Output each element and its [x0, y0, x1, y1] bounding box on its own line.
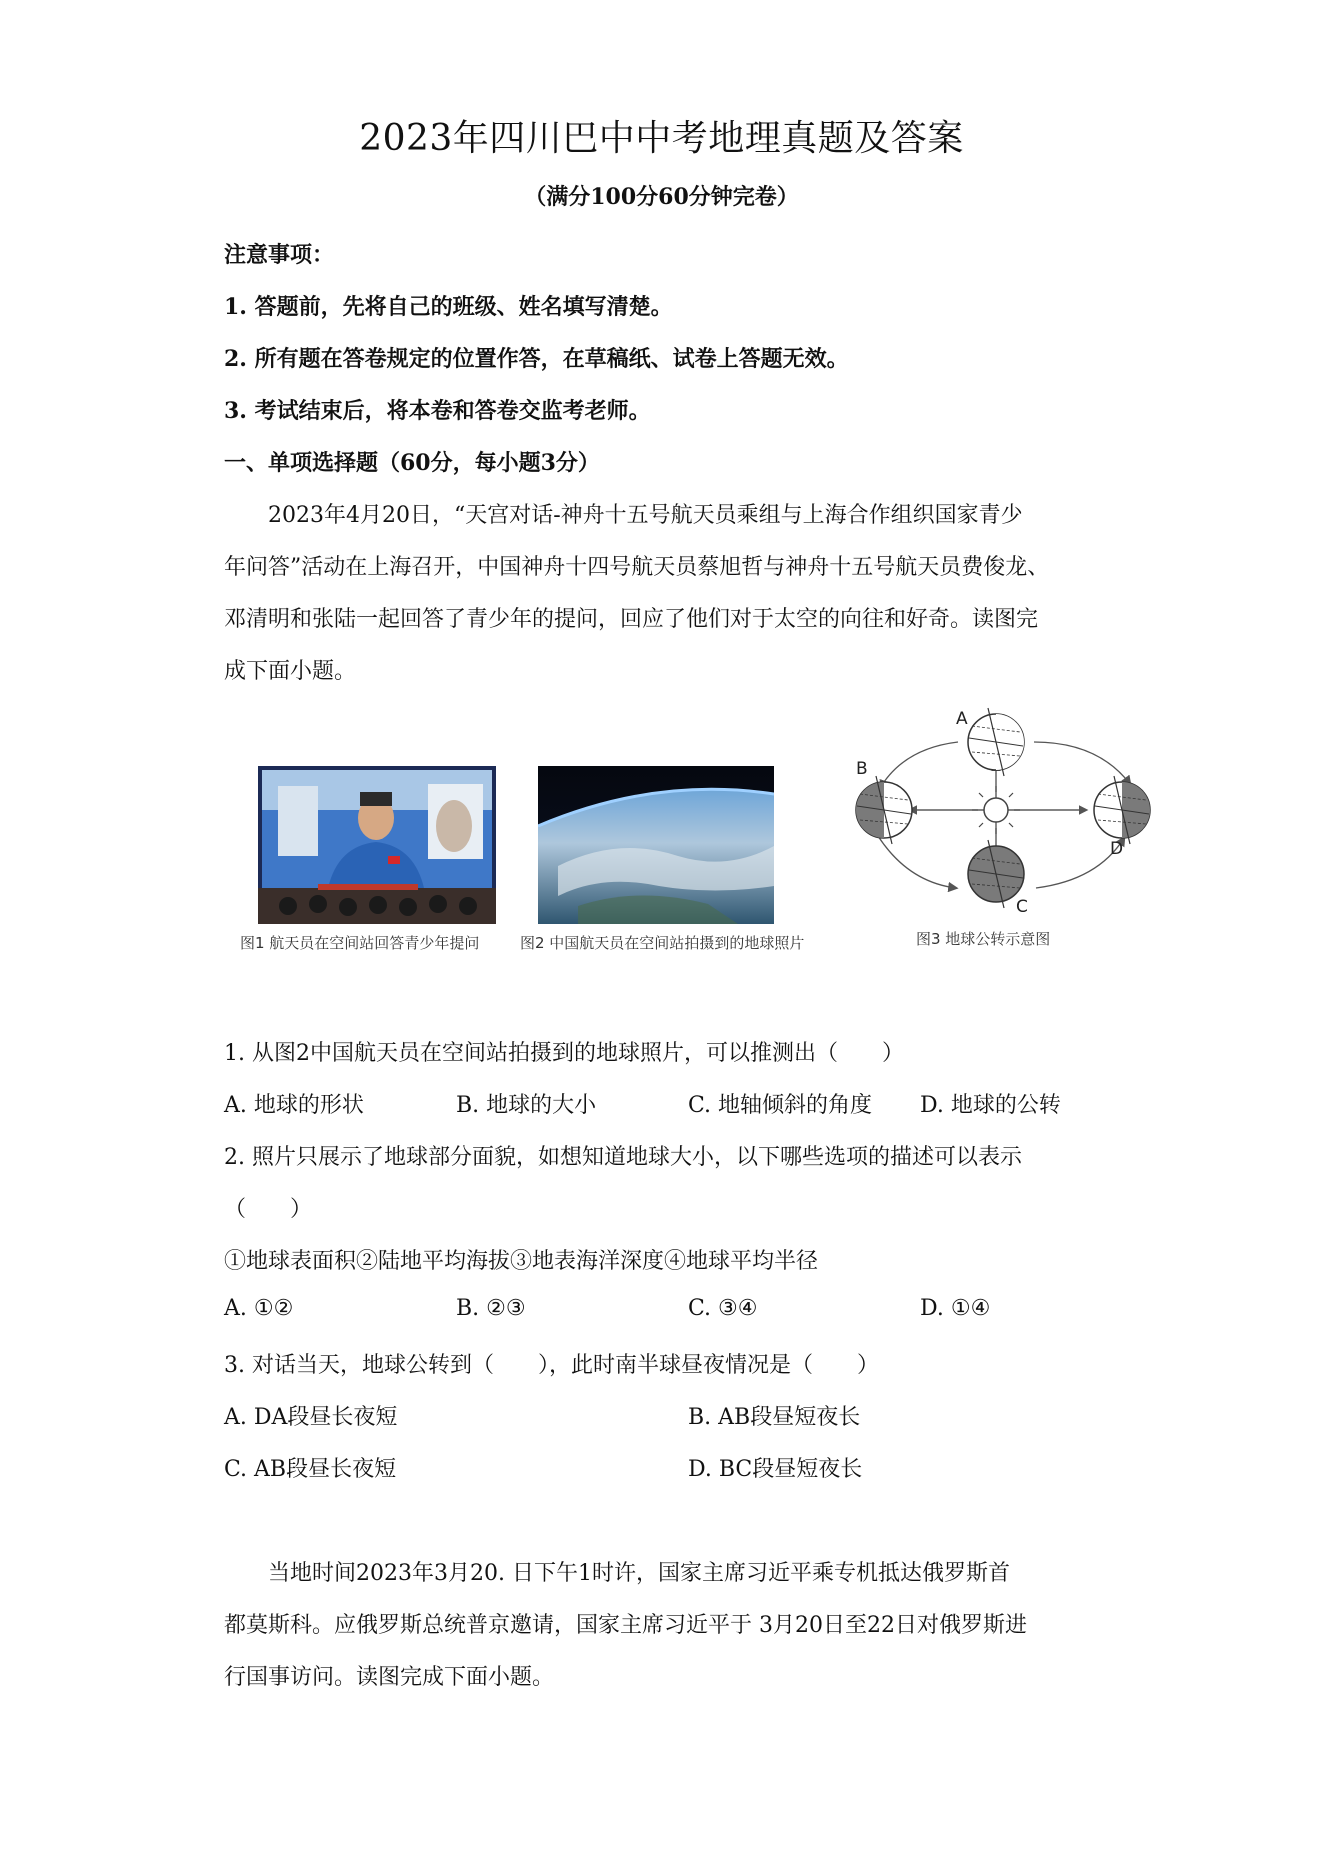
q1-option-a: A. 地球的形状: [224, 1093, 364, 1118]
page-title: 2023年四川巴中中考地理真题及答案: [359, 118, 964, 159]
passage2-line-2: 都莫斯科。应俄罗斯总统普京邀请，国家主席习近平于 3月20日至22日对俄罗斯进: [224, 1613, 1027, 1638]
passage1-line-1: 2023年4月20日，“天宫对话-神舟十五号航天员乘组与上海合作组织国家青少: [268, 503, 1023, 528]
q2-statements: ①地球表面积②陆地平均海拔③地表海洋深度④地球平均半径: [224, 1249, 819, 1274]
passage1-line-4: 成下面小题。: [224, 659, 357, 684]
q3-option-d: D. BC段昼短夜长: [688, 1457, 863, 1482]
q2-option-a: A. ①②: [224, 1296, 294, 1321]
fig3-orbit-diagram: [838, 702, 1158, 916]
q1-option-b: B. 地球的大小: [456, 1093, 597, 1118]
fig3-caption: 图3 地球公转示意图: [916, 930, 1051, 948]
q1-option-d: D. 地球的公转: [920, 1093, 1061, 1118]
page-subtitle: （满分100分60分钟完卷）: [524, 184, 799, 210]
passage1-line-3: 邓清明和张陆一起回答了青少年的提问，回应了他们对于太空的向往和好奇。读图完: [224, 607, 1039, 632]
passage2-line-3: 行国事访问。读图完成下面小题。: [224, 1665, 555, 1690]
q3-option-a: A. DA段昼长夜短: [224, 1405, 398, 1430]
q3-option-c: C. AB段昼长夜短: [224, 1457, 397, 1482]
fig2-earth-photo: [538, 766, 774, 924]
q2-stem-bracket: （ ）: [224, 1197, 313, 1222]
orbit-label-c: C: [1016, 897, 1028, 916]
orbit-label-b: B: [856, 759, 868, 779]
section-heading: 一、单项选择题（60分，每小题3分）: [224, 450, 600, 476]
q2-option-b: B. ②③: [456, 1296, 526, 1321]
q3-stem: 3. 对话当天，地球公转到（ ），此时南半球昼夜情况是（ ）: [224, 1353, 879, 1378]
fig1-astronaut-photo: [258, 766, 496, 924]
notice-heading: 注意事项：: [224, 242, 335, 268]
q2-option-c: C. ③④: [688, 1296, 758, 1321]
orbit-label-a: A: [956, 709, 968, 729]
notice-item-1: 1. 答题前，先将自己的班级、姓名填写清楚。: [224, 294, 673, 320]
q1-stem: 1. 从图2中国航天员在空间站拍摄到的地球照片，可以推测出（ ）: [224, 1041, 904, 1066]
q2-stem: 2. 照片只展示了地球部分面貌，如想知道地球大小，以下哪些选项的描述可以表示: [224, 1145, 1022, 1170]
passage2-line-1: 当地时间2023年3月20. 日下午1时许，国家主席习近平乘专机抵达俄罗斯首: [268, 1561, 1010, 1586]
fig2-caption: 图2 中国航天员在空间站拍摄到的地球照片: [520, 934, 805, 952]
fig1-caption: 图1 航天员在空间站回答青少年提问: [240, 934, 480, 952]
orbit-label-d: D: [1110, 839, 1124, 859]
passage1-line-2: 年问答”活动在上海召开，中国神舟十四号航天员蔡旭哲与神舟十五号航天员费俊龙、: [224, 555, 1050, 580]
q3-option-b: B. AB段昼短夜长: [688, 1405, 861, 1430]
notice-item-2: 2. 所有题在答卷规定的位置作答，在草稿纸、试卷上答题无效。: [224, 346, 849, 372]
notice-item-3: 3. 考试结束后，将本卷和答卷交监考老师。: [224, 398, 651, 424]
q2-option-d: D. ①④: [920, 1296, 991, 1321]
q1-option-c: C. 地轴倾斜的角度: [688, 1093, 873, 1118]
